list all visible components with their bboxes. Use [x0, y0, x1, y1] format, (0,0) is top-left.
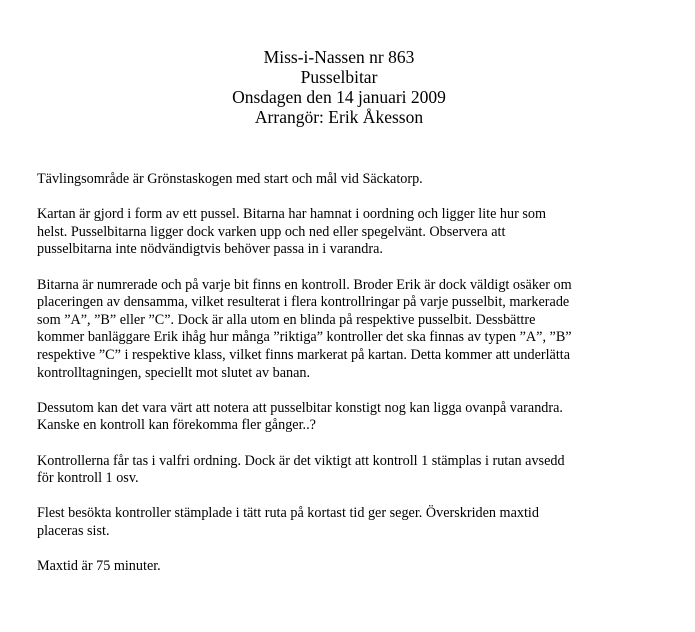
text-line: Dessutom kan det vara värt att notera att pusselbitar konstigt nog kan ligga ovanpå varandra. [37, 399, 563, 416]
text-line: helst. Pusselbitarna ligger dock varken upp och ned eller spegelvänt. Observera att [37, 223, 506, 240]
text-line: för kontroll 1 osv. [37, 470, 139, 487]
organizer: Arrangör: Erik Åkesson [254, 107, 424, 127]
document-subtitle: Pusselbitar [300, 67, 378, 87]
text-line: Flest besökta kontroller stämplade i tätt ruta på kortast tid ger seger. Överskriden maxtid [37, 505, 539, 522]
document-title: Miss-i-Nassen nr 863 [263, 47, 415, 67]
text-line: Kontrollerna får tas i valfri ordning. Dock är det viktigt att kontroll 1 stämplas i rutan avsedd [37, 452, 565, 469]
text-line: Bitarna är numrerade och på varje bit finns en kontroll. Broder Erik är dock väldigt osäker om [37, 276, 572, 293]
paragraph-maxtime [37, 558, 649, 576]
text-line: kontrolltagningen, speciellt mot slutet av banan. [37, 364, 311, 381]
text-line: Tävlingsområde är Grönstaskogen med start och mål vid Säckatorp. [37, 171, 423, 187]
paragraph-scoring [37, 505, 649, 540]
paragraph-order [37, 453, 649, 488]
text-line: placeringen av densamma, vilket resulterat i flera kontrollringar på varje pusselbit, markerade [37, 294, 570, 311]
paragraph-overlap [37, 400, 649, 435]
document-body [37, 171, 649, 593]
text-line: Maxtid är 75 minuter. [37, 558, 161, 575]
paragraph-area [37, 171, 649, 189]
text-line: placeras sist. [37, 522, 110, 539]
text-line: Kanske en kontroll kan förekomma fler gånger..? [37, 417, 316, 434]
paragraph-map [37, 206, 649, 259]
text-line: respektive ”C” i respektive klass, vilket finns markerat på kartan. Detta kommer att underlätta [37, 346, 571, 363]
document-header [0, 47, 678, 127]
event-date: Onsdagen den 14 januari 2009 [232, 87, 446, 107]
text-line: pusselbitarna inte nödvändigtvis behöver passa in i varandra. [37, 241, 383, 258]
text-line: kommer banläggare Erik ihåg hur många ”riktiga” kontroller det ska finnas av typen ”A”, ”B” [37, 329, 572, 346]
text-line: Kartan är gjord i form av ett pussel. Bitarna har hamnat i oordning och ligger lite hur som [37, 206, 547, 223]
paragraph-controls [37, 277, 649, 383]
text-line: som ”A”, ”B” eller ”C”. Dock är alla utom en blinda på respektive pusselbit. Dessbättre [37, 311, 536, 328]
